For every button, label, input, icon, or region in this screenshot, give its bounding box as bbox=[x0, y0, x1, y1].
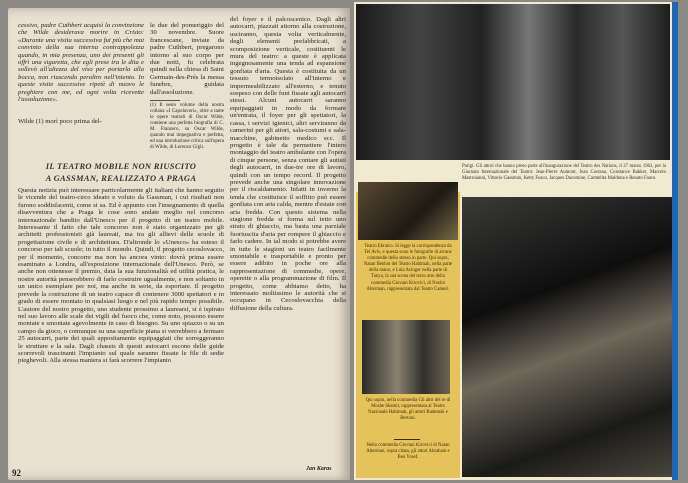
machinery-scene-photo bbox=[462, 197, 672, 477]
actors-group-photo bbox=[356, 4, 670, 160]
caption-divider bbox=[394, 439, 420, 440]
yellow-caption-2: Qui sopra, nella commedia Gli altri del re di Moshe Shamir, rappresentata al Teatro Nazionale Habimah, gli attori Rudenski e Bertoni. bbox=[365, 398, 451, 422]
footnote-divider bbox=[150, 100, 180, 101]
top-photo-caption: Parigi. Gli attori che hanno preso parte all'inaugurazione del Teatro des Nations, il 27 marzo 1962, per la Giornata Internazionale del Teatro: Jean-Pierre Aumont, Jean Cocteau, Constance Bakker, Marcelo Mastroianni, Vittorio Gassman, Ketty Fusco, Jacques Dacomine, Carmelita Maldona e Renato Fauro. bbox=[462, 164, 666, 181]
headline-line-2: A GASSMAN, REALIZZATO A PRAGA bbox=[45, 173, 197, 183]
page-edge-strip bbox=[672, 2, 678, 480]
right-magazine-page bbox=[354, 2, 676, 480]
theatre-scene-photo-small bbox=[358, 182, 458, 240]
yellow-caption-3: Nella commedia Giovani Kirovici di Natan Alterman, sopra citata, gli attori Abraham e Ben Yosef. bbox=[366, 443, 450, 461]
column-1-continuation: Wilde (1) morì poco prima del- bbox=[18, 118, 102, 125]
column-3-text: del foyer e il palcoscenico. Dagli altri autocarri, piazzati attorno alla costruzione, usciranno, questa volta verticalmente, degli elementi prefabbricati, a scomposizione verticale, costituenti le mura del teatro: a queste è applicata ingegnosamente una tenda ad espansione gonfiata d'aria. Questa è costituita da un tessuto termoisolato all'interno e impermeabilizzato all'esterno, e tenuto sospeso con delle funi fissate agli autocarri stessi. Alcuni autocarri saranno equipaggiati in modo da formare un'entrata, il foyer per gli spettatori, la cassa, i servizi igienici, altri serviranno da camerini per gli attori, sala-costumi e sala-macchine, gabinetto medico ecc. Il progetto è tale da permettere l'intero montaggio del teatro ambulante con l'opera di cinque persone, senza contare gli autisti degli autocarri, in due-tre ore di lavoro, quindi con un tempo record. Il progetto prevede anche una singolare innovazione per il riscaldamento. Infatti in inverno la tenda che costituisce il soffitto può essere gonfiata con aria calda, mentre d'estate con aria fredda. Con questo sistema nella stagione fredda si forma sul tetto uno strato di ghiaccio, ma basta una parziale fuoriuscita d'aria per rompere il ghiaccio e farlo cadere. In tal modo si potrebbe avere in tutte le stagioni un teatro facilmente smontabile e trasportabile e pronto per essere adibito in poche ore alla rappresentazione di commedie, opere, operette o alla programmazione di film. Il progetto, come abbiamo detto, ha interessato moltissimo le autorità che si occupano in Cecoslovacchia della diffusione della cultura. bbox=[230, 16, 346, 312]
column-1-top-text: cessivo, padre Cuthbert acquisì la convinzione che Wilde desiderava morire in Cristo: «Durante una visita successiva fui più che mai convinto della sua interna contrappolezza quando, in mia presenza, uno dei presenti gli offrì una sigaretta, che egli prese tra le dita e sollevò all'altezza del viso per portarla alla bocca, non riuscendo peraltro nell'intento. In queste visite successive ripetè di nuovo le preghiere con me, ed ogni volta ricevette l'assoluzione». bbox=[18, 22, 144, 104]
column-2-top-text: le due del pomeriggio del 30 novembre. Suore francescane, inviate da padre Cuthbert, pregarono intorno al suo corpo per due notti, fu celebrata quindi nella chiesa di Saint Germain-des-Prés la messa funebre, guidata dall'assoluzione. bbox=[150, 22, 224, 96]
actors-stage-photo bbox=[362, 320, 450, 394]
headline-line-1: IL TEATRO MOBILE NON RIUSCITO bbox=[45, 161, 197, 171]
page-number: 92 bbox=[12, 468, 21, 478]
article-headline bbox=[18, 160, 224, 184]
article-body: Questa notizia può interessare particolarmente gli italiani che hanno seguito le vicende del teatro-circo ideato e voluto da Gassman, i cui risultati non furono soddisfacenti, come si sa. Ed è appunto con l'insegnamento di quella disavventura che a Praga le cose sono andate meglio nel concorso internazionale bandito dall'Unesco per il progetto di un teatro mobile. Interessante il fatto che tale concorso non è stato organizzato per gli architetti professionisti già laureati, ma tra gli allievi delle scuole di progettazione civile e di architettura. D'altronde lo «Unesco» ha esteso il concorso per tali scuole; in tutto il mondo. Quindi, il progetto cecoslovacco, per il momento, concorre ma non ha ancora vinto: dovrà prima essere esaminato a Londra, all'esposizione internazionale dell'Unesco. Però, se anche non ottenesse il premio, data la sua funzionalità ed utilità pratica, le nostre autorità penserebbero di farlo costruire ugualmente, e non soltanto in un unico esemplare per noi, ma anche in serie, da esportare. Il progetto prevede la costruzione di un teatro capace di contenere 3000 spettatori e in grado di essere montato in qualsiasi luogo e nel più rapido tempo possibile. L'autore del nostro progetto, uno studente prossimo a laurearsi, si è ispirato nel suo lavoro alle scale dei vigili del fuoco che, come noto, possono essere montate e smontate agevolmente in caso di bisogno. Su uno spiazzo o su un campo da gioco, o comunque su una superficie piana si verrebbero a fermare 25 autocarri, parte dei quali appositamente equipaggiati che sorreggeranno le strutture e la sala. Dagli chassis di questi autocarri escono delle guide scorrevoli trascinanti l'impianto sul quale saranno fissate le file di sedie pieghevoli. Alla stessa maniera si farà scorrere l'impianto bbox=[18, 187, 224, 365]
yellow-caption-1: Teatro Ebraico. Si legge la corrispondenza da Tel Aviv, e questa sono le fotografie di alcune commedie dello stesso in parte. Qui sopra, Natan Benhot del Teatro Habimah, nella parte della mano, e Lola Avinger nella parte di Tanya, la sua scena del terzo atto della commedia Giovani Kirovici, di Nosim Alterman, rappresentata dal Teatro Cameri. bbox=[363, 244, 453, 292]
author-signature: Jan Karas bbox=[306, 466, 332, 472]
footnote: (1) Il sesto volume della nostra collana «I Capolavori», oltre a tante le opere teatrali di Oscar Wilde, contiene una perfetta biografia di C. M. Franzero, su Oscar Wilde, quando mai impegnativa e perfetta, ed una introduzione critica sull'opera di Wilde, di Lorenzo Gigli. bbox=[150, 103, 224, 150]
